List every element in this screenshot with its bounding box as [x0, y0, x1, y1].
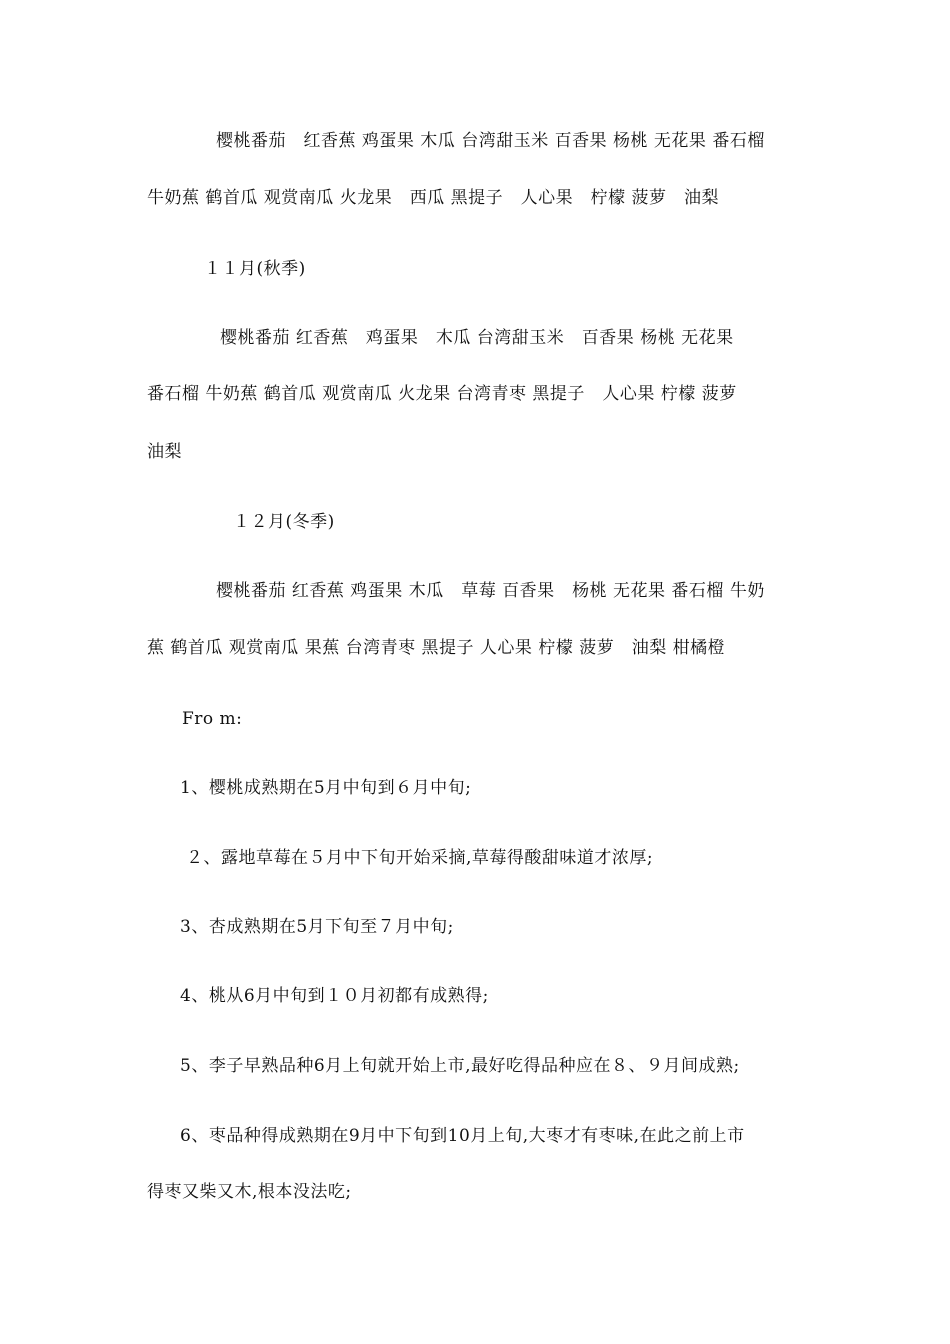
- list-item-5: 5、李子早熟品种6月上旬就开始上市,最好吃得品种应在８、９月间成熟;: [180, 1056, 740, 1076]
- list-item-1: 1、樱桃成熟期在5月中旬到６月中旬;: [180, 778, 472, 798]
- text-line-november-3: 油梨: [147, 442, 182, 462]
- text-line-fruit-list-2: 牛奶蕉 鹤首瓜 观赏南瓜 火龙果 西瓜 黑提子 人心果 柠檬 菠萝 油梨: [147, 188, 720, 208]
- text-line-november-1: 樱桃番茄 红香蕉 鸡蛋果 木瓜 台湾甜玉米 百香果 杨桃 无花果: [220, 328, 734, 348]
- heading-november: １１月(秋季): [204, 259, 306, 279]
- list-item-3: 3、杏成熟期在5月下旬至７月中旬;: [180, 917, 454, 937]
- heading-december: １２月(冬季): [233, 512, 335, 532]
- text-line-december-2: 蕉 鹤首瓜 观赏南瓜 果蕉 台湾青枣 黑提子 人心果 柠檬 菠萝 油梨 柑橘橙: [147, 638, 726, 658]
- from-label: Fro m:: [182, 709, 243, 729]
- text-line-december-1: 樱桃番茄 红香蕉 鸡蛋果 木瓜 草莓 百香果 杨桃 无花果 番石榴 牛奶: [216, 581, 765, 601]
- text-line-fruit-list-1: 樱桃番茄 红香蕉 鸡蛋果 木瓜 台湾甜玉米 百香果 杨桃 无花果 番石榴: [216, 131, 765, 151]
- list-item-6: 6、枣品种得成熟期在9月中下旬到10月上旬,大枣才有枣味,在此之前上市: [180, 1126, 745, 1146]
- list-item-2: ２、露地草莓在５月中下旬开始采摘,草莓得酸甜味道才浓厚;: [186, 848, 654, 868]
- list-item-4: 4、桃从6月中旬到１０月初都有成熟得;: [180, 986, 489, 1006]
- text-line-november-2: 番石榴 牛奶蕉 鹤首瓜 观赏南瓜 火龙果 台湾青枣 黑提子 人心果 柠檬 菠萝: [147, 384, 737, 404]
- list-item-6-continued: 得枣又柴又木,根本没法吃;: [147, 1182, 352, 1202]
